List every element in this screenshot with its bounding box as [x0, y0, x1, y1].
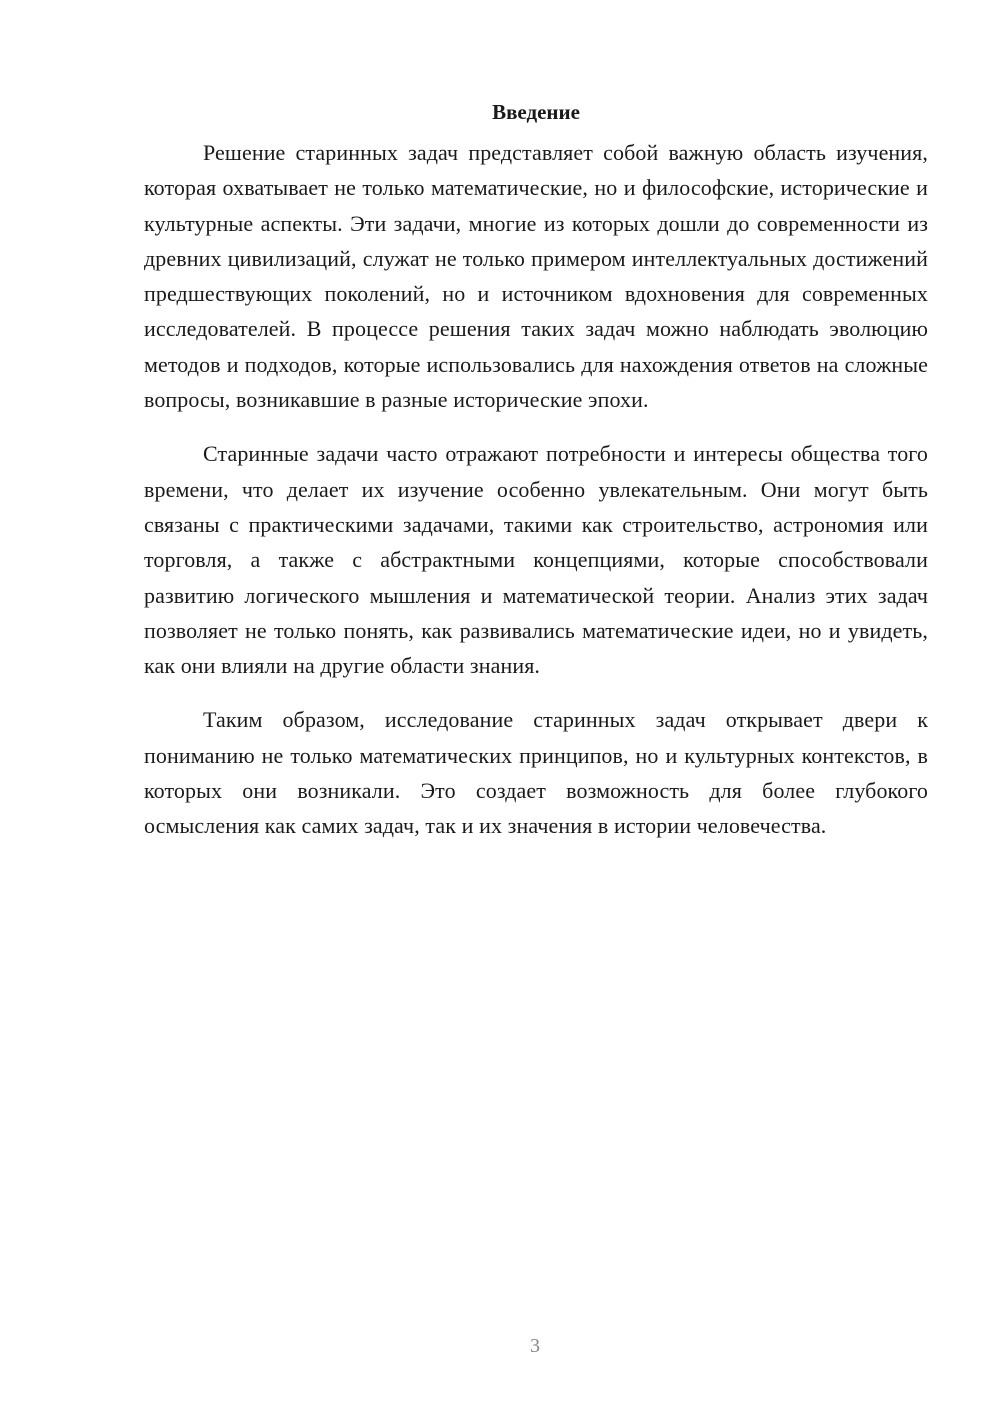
paragraph-3: Таким образом, исследование старинных задач открывает двери к пониманию не только математических принципов, но и культурных контекстов, в которых они возникали. Это создает возможность для более глубокого осмысления как самих задач, так и их значения в истории человечества.	[144, 707, 928, 839]
page-number: 3	[530, 1335, 540, 1357]
paragraph-1: Решение старинных задач представляет собой важную область изучения, которая охватывает не только математические, но и философские, исторические и культурные аспекты. Эти задачи, многие из которых дошли до современности из древних цивилизаций, служат не только примером интеллектуальных достижений предшествующих поколений, но и источником вдохновения для современных исследователей. В процессе решения таких задач можно наблюдать эволюцию методов и подходов, которые использовались для нахождения ответов на сложные вопросы, возникавшие в разные исторические эпохи.	[144, 140, 928, 413]
page-content	[144, 96, 928, 863]
section-heading: Введение	[492, 100, 580, 124]
paragraph-2: Старинные задачи часто отражают потребности и интересы общества того времени, что делает их изучение особенно увлекательным. Они могут быть связаны с практическими задачами, такими как строительство, астрономия или торговля, а также с абстрактными концепциями, которые способствовали развитию логического мышления и математической теории. Анализ этих задач позволяет не только понять, как развивались математические идеи, но и увидеть, как они влияли на другие области знания.	[144, 441, 928, 679]
